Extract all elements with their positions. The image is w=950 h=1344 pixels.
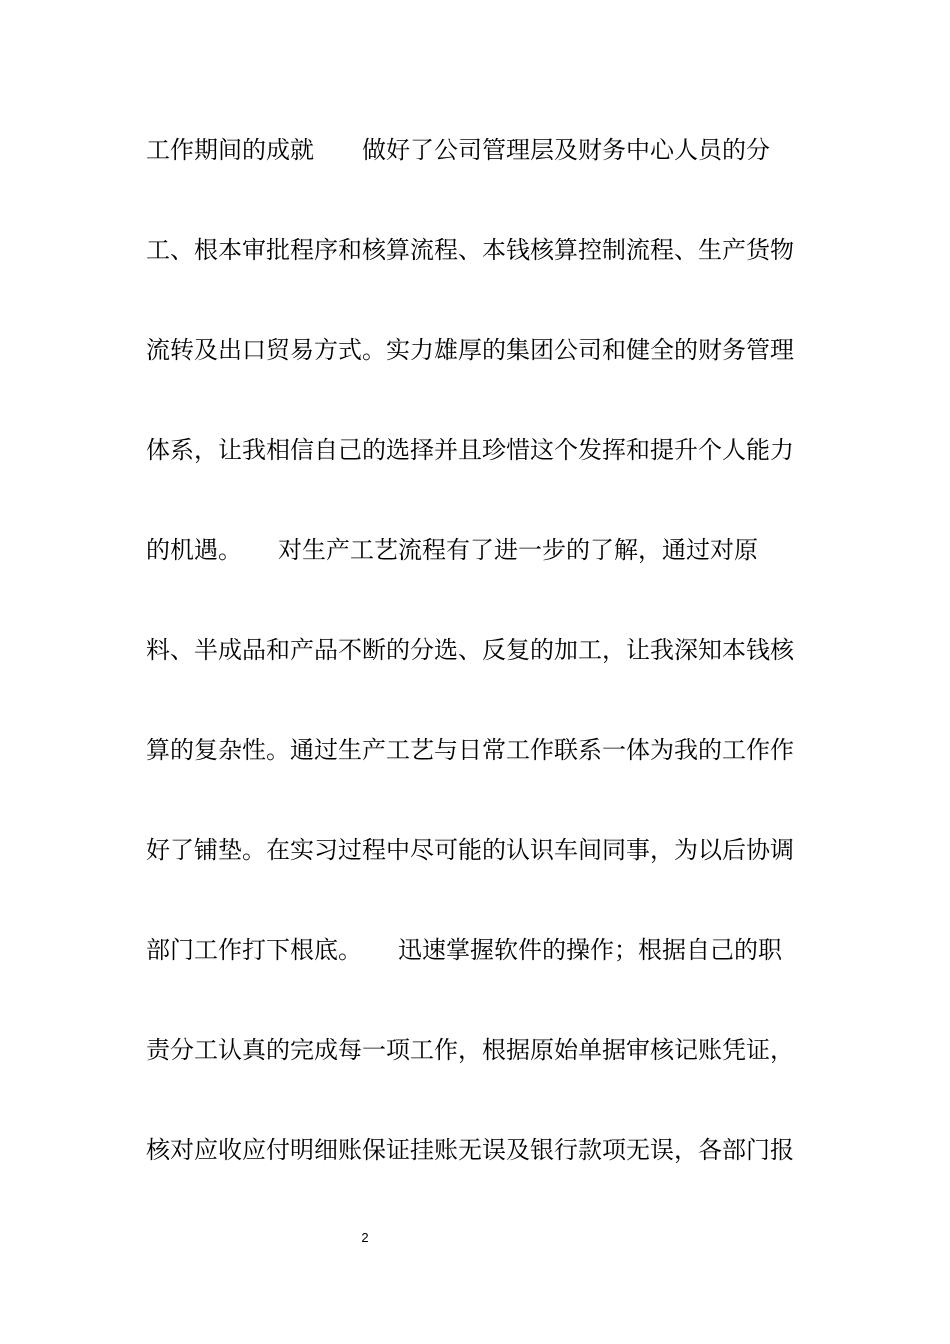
body-text-line: 工、根本审批程序和核算流程、本钱核算控制流程、生产货物 bbox=[146, 236, 794, 264]
body-text-line: 料、半成品和产品不断的分选、反复的加工，让我深知本钱核 bbox=[146, 636, 794, 664]
body-text-line: 核对应收应付明细账保证挂账无误及银行款项无误，各部门报 bbox=[146, 1136, 794, 1164]
body-text-line: 流转及出口贸易方式。实力雄厚的集团公司和健全的财务管理 bbox=[146, 336, 794, 364]
body-text-line: 工作期间的成就 做好了公司管理层及财务中心人员的分 bbox=[146, 136, 770, 164]
body-text-line: 好了铺垫。在实习过程中尽可能的认识车间同事，为以后协调 bbox=[146, 836, 794, 864]
page-number: 2 bbox=[361, 1230, 369, 1245]
body-text-line: 责分工认真的完成每一项工作，根据原始单据审核记账凭证， bbox=[146, 1036, 794, 1064]
body-text-line: 部门工作打下根底。 迅速掌握软件的操作；根据自己的职 bbox=[146, 936, 782, 964]
body-text-line: 体系，让我相信自己的选择并且珍惜这个发挥和提升个人能力 bbox=[146, 436, 794, 464]
body-text-line: 算的复杂性。通过生产工艺与日常工作联系一体为我的工作作 bbox=[146, 736, 794, 764]
body-text-line: 的机遇。 对生产工艺流程有了进一步的了解，通过对原 bbox=[146, 536, 758, 564]
